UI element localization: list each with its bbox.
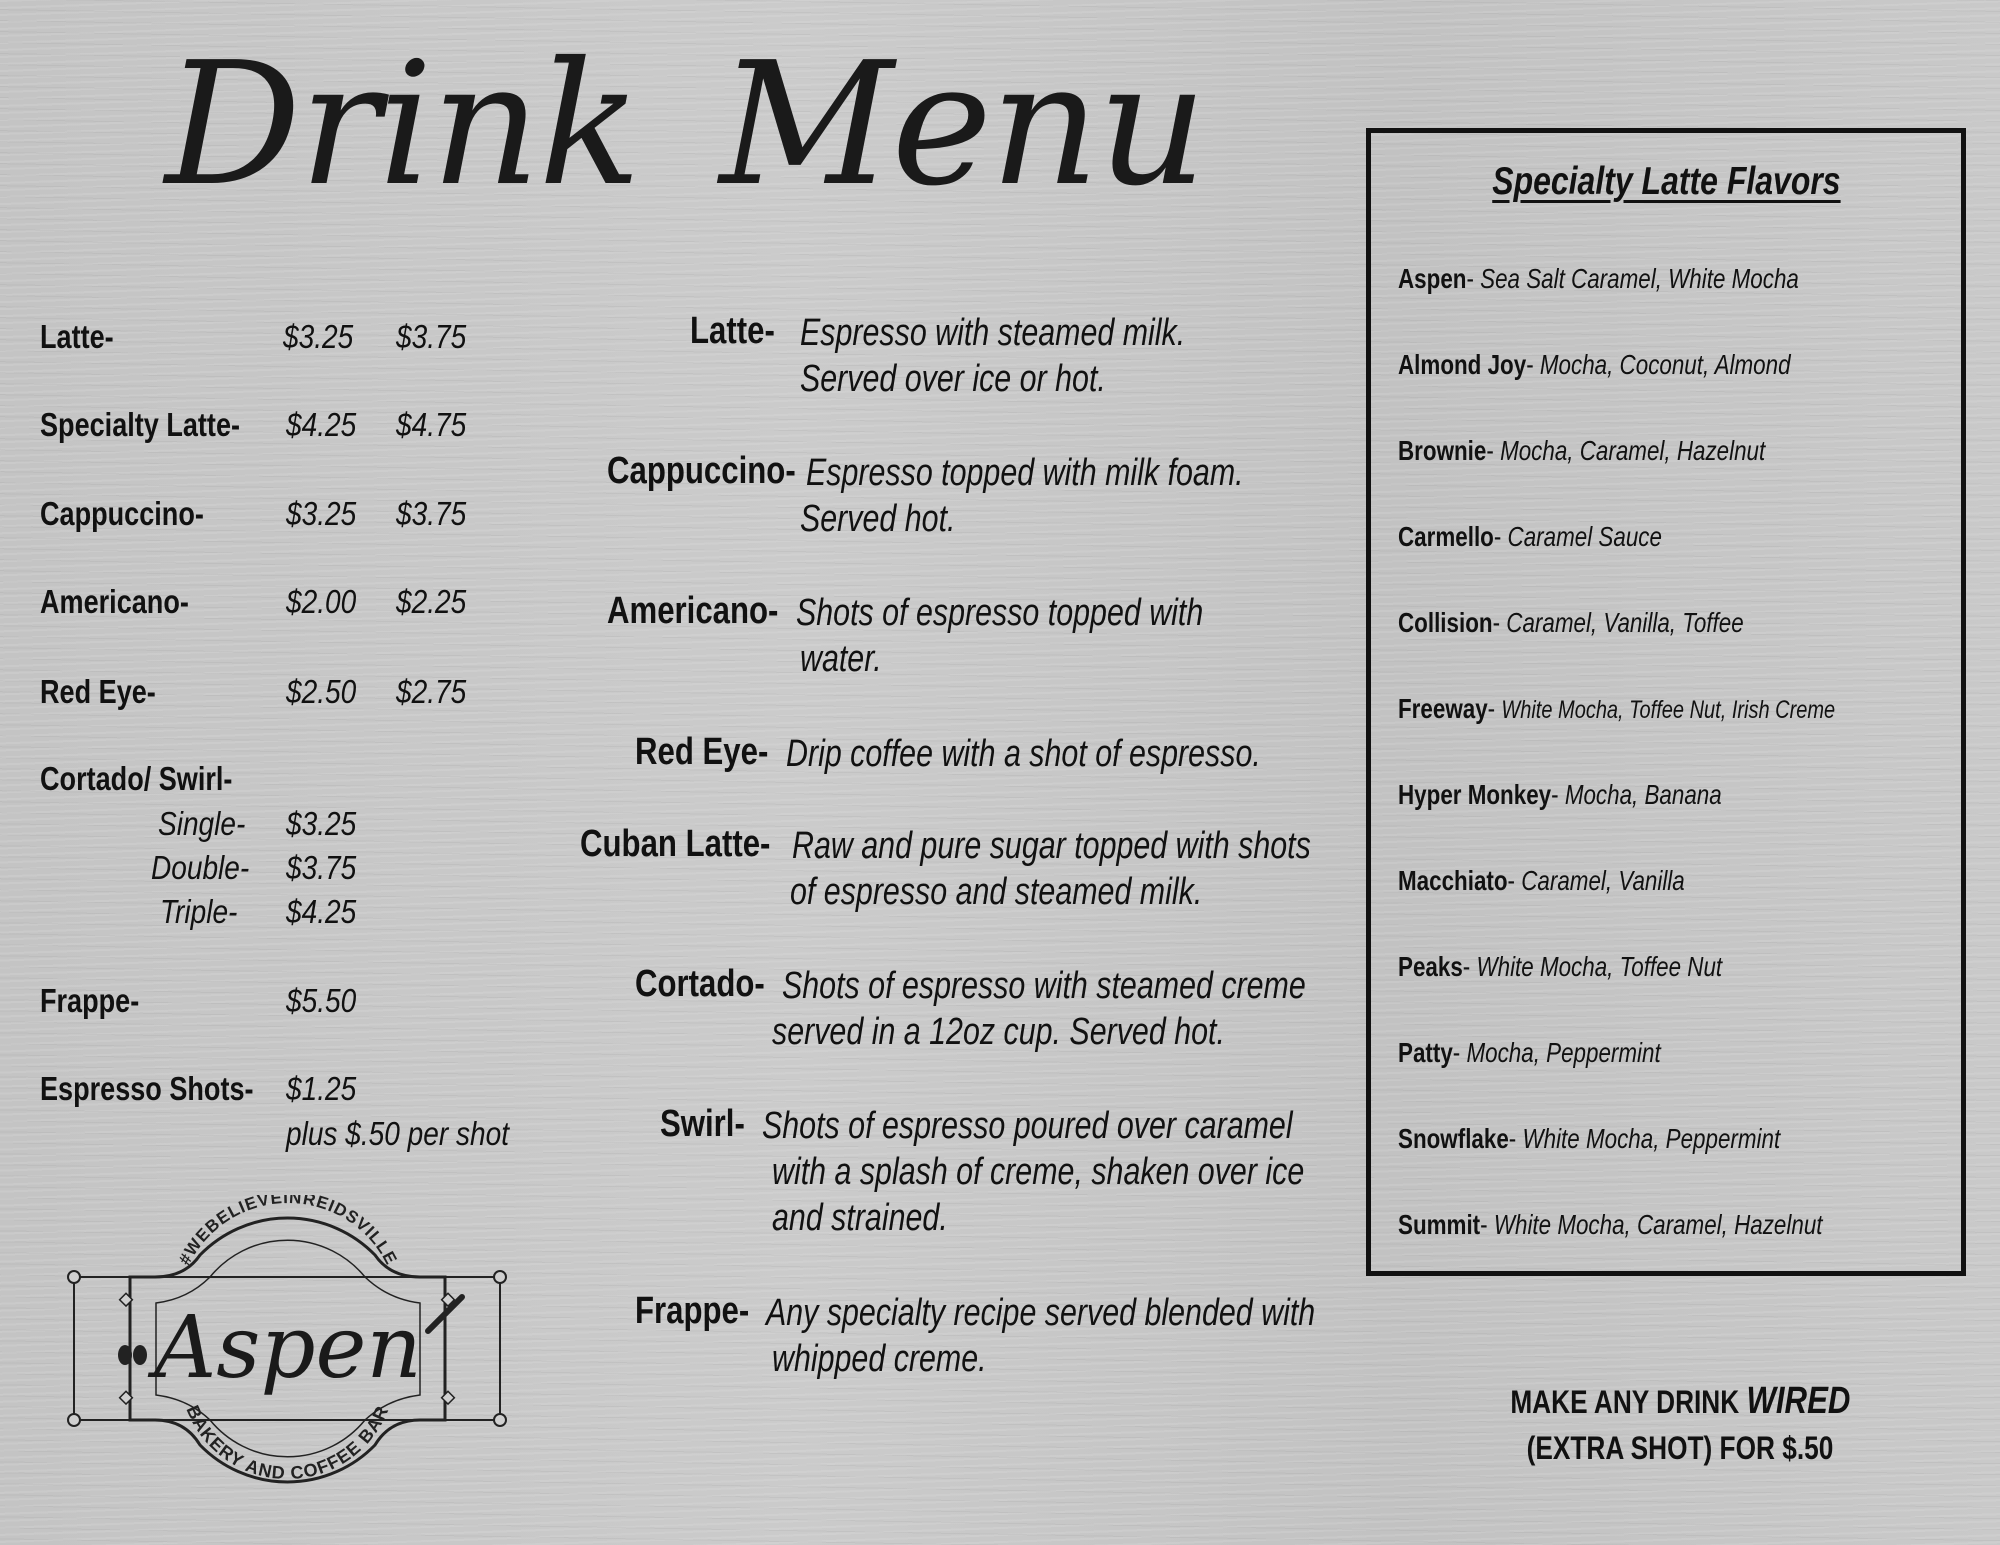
flavor-item: Summit- White Mocha, Caramel, Hazelnut	[1398, 1209, 1823, 1240]
logo-graphic	[60, 1195, 515, 1505]
price-large: $2.75	[396, 673, 467, 710]
logo-hashtag-path: #WEBELIEVEINREIDSVILLE	[175, 1195, 401, 1269]
flavor-name: Summit	[1398, 1209, 1481, 1240]
desc-line: Shots of espresso topped with	[796, 592, 1204, 634]
flavor-item: Freeway- White Mocha, Toffee Nut, Irish Creme	[1398, 693, 1836, 724]
flavor-name: Carmello	[1398, 521, 1494, 552]
flavor-name: Peaks	[1398, 951, 1463, 982]
wired-emphasis: WIRED	[1746, 1380, 1851, 1422]
desc-line: and strained.	[772, 1197, 948, 1239]
desc-drink-name: Cappuccino-	[607, 450, 796, 492]
flavor-desc: White Mocha, Toffee Nut, Irish Creme	[1501, 696, 1836, 724]
desc-drink-name: Red Eye-	[635, 731, 769, 773]
desc-line: of espresso and steamed milk.	[790, 871, 1203, 913]
price-large: $3.75	[396, 318, 467, 355]
flavor-desc: Mocha, Peppermint	[1466, 1037, 1661, 1068]
price-item-name: Americano-	[40, 583, 189, 620]
price-item-name: Specialty Latte-	[40, 406, 241, 443]
wired-prefix: MAKE ANY DRINK	[1509, 1384, 1747, 1420]
flavor-desc: Mocha, Banana	[1564, 779, 1722, 810]
flavor-desc: Mocha, Caramel, Hazelnut	[1500, 435, 1766, 466]
desc-line: Raw and pure sugar topped with shots	[792, 825, 1311, 867]
desc-drink-name: Frappe-	[635, 1290, 750, 1332]
price-item-name: Cappuccino-	[40, 495, 204, 532]
size-price: $3.25	[286, 805, 357, 842]
price-extra-note: plus $.50 per shot	[286, 1115, 509, 1152]
flavor-desc: Caramel Sauce	[1507, 521, 1662, 552]
logo-name: Aspen	[154, 1298, 422, 1398]
flavor-desc: White Mocha, Toffee Nut	[1476, 951, 1723, 982]
price-small: $3.25	[283, 318, 354, 355]
desc-drink-name: Americano-	[607, 590, 779, 632]
desc-line: Shots of espresso with steamed creme	[782, 965, 1306, 1007]
flavor-item: Aspen- Sea Salt Caramel, White Mocha	[1398, 263, 1799, 294]
desc-line: Served over ice or hot.	[800, 358, 1106, 400]
logo-hashtag	[175, 1195, 401, 1268]
price-item-name: Espresso Shots-	[40, 1070, 254, 1107]
flavor-item: Macchiato- Caramel, Vanilla	[1398, 865, 1685, 896]
wired-note	[1470, 1378, 1890, 1471]
flavor-desc: Caramel, Vanilla, Toffee	[1506, 607, 1744, 638]
aspen-logo	[60, 1195, 515, 1505]
desc-line: Drip coffee with a shot of espresso.	[786, 733, 1261, 775]
desc-line: whipped creme.	[772, 1338, 987, 1380]
desc-line: with a splash of creme, shaken over ice	[772, 1151, 1305, 1193]
price-single: $1.25	[286, 1070, 357, 1107]
desc-line: Served hot.	[800, 498, 956, 540]
flavor-name: Collision	[1398, 607, 1493, 638]
wired-line-1	[1510, 1378, 1850, 1425]
desc-drink-name: Latte-	[690, 310, 775, 352]
flavor-name: Macchiato	[1398, 865, 1508, 896]
page-title	[165, 26, 1285, 224]
flavor-item: Collision- Caramel, Vanilla, Toffee	[1398, 607, 1744, 638]
flavor-desc: Caramel, Vanilla	[1521, 865, 1685, 896]
desc-drink-name: Cortado-	[635, 963, 765, 1005]
price-item-name: Latte-	[40, 318, 114, 355]
title-word-menu: Menu	[719, 26, 1206, 224]
flavor-name: Hyper Monkey	[1398, 779, 1552, 810]
title-word-drink: Drink	[165, 26, 640, 224]
desc-line: Espresso topped with milk foam.	[806, 452, 1244, 494]
price-large: $3.75	[396, 495, 467, 532]
price-large: $4.75	[396, 406, 467, 443]
desc-line: Shots of espresso poured over caramel	[762, 1105, 1293, 1147]
flavor-item: Snowflake- White Mocha, Peppermint	[1398, 1123, 1781, 1154]
size-price: $4.25	[286, 893, 357, 930]
flavor-desc: Mocha, Coconut, Almond	[1539, 349, 1791, 380]
price-large: $2.25	[396, 583, 467, 620]
price-item-name: Cortado/ Swirl-	[40, 760, 233, 797]
desc-line: Espresso with steamed milk.	[800, 312, 1186, 354]
price-small: $3.25	[286, 495, 357, 532]
desc-drink-name: Cuban Latte-	[580, 823, 771, 865]
flavor-name: Snowflake	[1398, 1123, 1509, 1154]
desc-line: water.	[800, 638, 882, 680]
flavors-title	[1366, 160, 1966, 204]
flavor-name: Aspen	[1398, 263, 1467, 294]
flavor-item: Almond Joy- Mocha, Coconut, Almond	[1398, 349, 1791, 380]
price-small: $4.25	[286, 406, 357, 443]
size-price: $3.75	[286, 849, 357, 886]
price-single: $5.50	[286, 982, 357, 1019]
flavor-item: Brownie- Mocha, Caramel, Hazelnut	[1398, 435, 1766, 466]
coffee-beans-icon	[118, 1345, 147, 1365]
flavor-desc: White Mocha, Caramel, Hazelnut	[1493, 1209, 1823, 1240]
price-small: $2.00	[286, 583, 357, 620]
wired-line-2: (EXTRA SHOT) FOR $.50	[1526, 1430, 1834, 1466]
flavor-desc: White Mocha, Peppermint	[1522, 1123, 1781, 1154]
flavor-item: Hyper Monkey- Mocha, Banana	[1398, 779, 1722, 810]
flavor-item: Peaks- White Mocha, Toffee Nut	[1398, 951, 1723, 982]
flavor-name: Almond Joy	[1398, 349, 1527, 380]
logo-tagline-path: BAKERY AND COFFEE BAR	[182, 1402, 393, 1484]
flavors-title-text: Specialty Latte Flavors	[1491, 160, 1841, 203]
flavor-name: Brownie	[1398, 435, 1487, 466]
price-item-name: Frappe-	[40, 982, 140, 1019]
flavor-item: Carmello- Caramel Sauce	[1398, 521, 1662, 552]
flavor-desc: Sea Salt Caramel, White Mocha	[1480, 263, 1799, 294]
size-label: Single-	[158, 805, 246, 842]
flavor-item: Patty- Mocha, Peppermint	[1398, 1037, 1661, 1068]
price-item-name: Red Eye-	[40, 673, 156, 710]
price-small: $2.50	[286, 673, 357, 710]
desc-line: served in a 12oz cup. Served hot.	[772, 1011, 1225, 1053]
desc-line: Any specialty recipe served blended with	[766, 1292, 1316, 1334]
size-label: Double-	[151, 849, 250, 886]
logo-tagline	[183, 1402, 393, 1483]
flavor-name: Freeway	[1398, 693, 1488, 724]
flavor-name: Patty	[1398, 1037, 1453, 1068]
size-label: Triple-	[160, 893, 238, 930]
desc-drink-name: Swirl-	[660, 1103, 745, 1145]
